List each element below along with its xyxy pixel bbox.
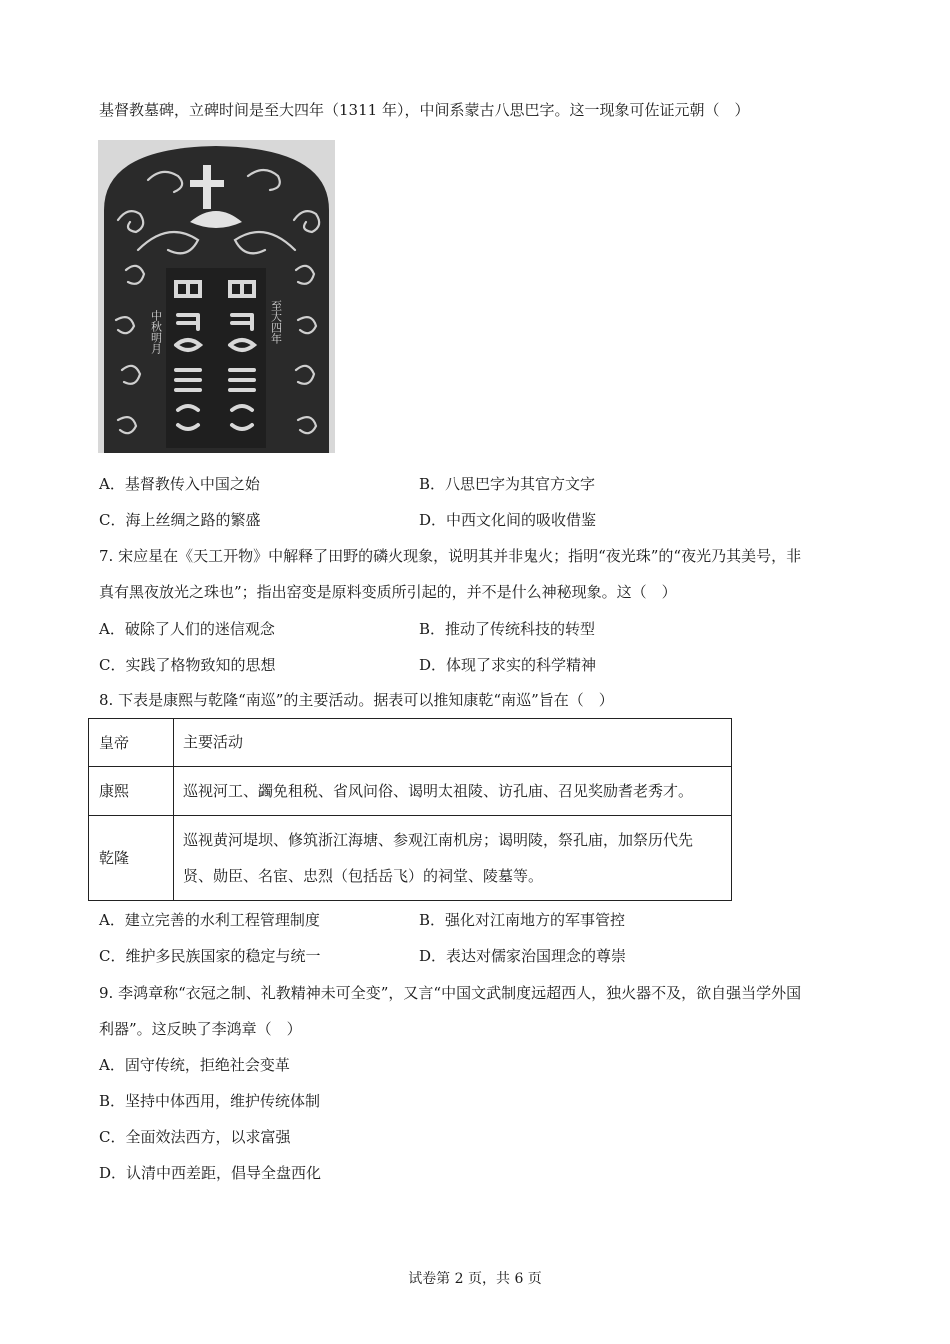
table-header-emperor: 皇帝 <box>89 719 174 767</box>
q6-option-b: B．八思巴字为其官方文字 <box>419 475 596 493</box>
q6-option-a: A．基督教传入中国之始 <box>99 475 260 493</box>
q9-stem-line-1: 9. 李鸿章称“衣冠之制、礼教精神未可全变”，又言“中国文武制度远超西人，独火器不及，欲自强当学外国 <box>99 984 802 1002</box>
q7-option-b: B．推动了传统科技的转型 <box>419 620 596 638</box>
table-row <box>89 766 732 815</box>
q6-stem: 基督教墓碑，立碑时间是至大四年（1311 年），中间系蒙古八思巴字。这一现象可佐证元朝（ ） <box>99 101 750 119</box>
table-cell-activity: 巡视河工、蠲免租税、省风问俗、谒明太祖陵、访孔庙、召见奖励耆老秀才。 <box>174 766 732 815</box>
q6-option-d: D．中西文化间的吸收借鉴 <box>419 511 597 529</box>
q7-stem-line-1: 7. 宋应星在《天工开物》中解释了田野的磷火现象，说明其并非鬼火；指明“夜光珠”的“夜光乃其美号，非 <box>99 547 802 565</box>
q9-option-d: D．认清中西差距，倡导全盘西化 <box>99 1164 322 1182</box>
table-cell-emperor: 康熙 <box>89 766 174 815</box>
table-cell-activity-line: 贤、勋臣、名宦、忠烈（包括岳飞）的祠堂、陵墓等。 <box>183 866 544 885</box>
q9-option-c: C．全面效法西方，以求富强 <box>99 1128 291 1146</box>
q6-option-c: C．海上丝绸之路的繁盛 <box>99 511 261 529</box>
q9-stem-line-2: 利器”。这反映了李鸿章（ ） <box>99 1020 302 1038</box>
q8-option-d: D．表达对儒家治国理念的尊崇 <box>419 947 627 965</box>
table-header-row <box>89 719 732 767</box>
q7-stem-line-2: 真有黑夜放光之珠也”；指出窑变是原料变质所引起的，并不是什么神秘现象。这（ ） <box>99 583 677 601</box>
q8-option-b: B．强化对江南地方的军事管控 <box>419 911 626 929</box>
stele-inscription-right: 至大四年 <box>269 300 283 344</box>
table-cell-activity-line: 巡视黄河堤坝、修筑浙江海塘、参观江南机房；谒明陵，祭孔庙，加祭历代先 <box>183 830 694 849</box>
q7-option-a: A．破除了人们的迷信观念 <box>99 620 275 638</box>
table-cell-activity <box>174 815 732 900</box>
q8-option-c: C．维护多民族国家的稳定与统一 <box>99 947 321 965</box>
stele-inscription-left: 中秋明月 <box>149 310 163 354</box>
table-row <box>89 815 732 900</box>
table-header-activities: 主要活动 <box>174 719 732 767</box>
q8-option-a: A．建立完善的水利工程管理制度 <box>99 911 320 929</box>
q8-stem: 8. 下表是康熙与乾隆“南巡”的主要活动。据表可以推知康乾“南巡”旨在（ ） <box>99 691 614 709</box>
q7-option-c: C．实践了格物致知的思想 <box>99 656 276 674</box>
table-cell-emperor: 乾隆 <box>89 815 174 900</box>
southern-tour-table <box>88 718 732 901</box>
page-footer: 试卷第 2 页，共 6 页 <box>408 1271 542 1287</box>
q9-option-b: B．坚持中体西用，维护传统体制 <box>99 1092 321 1110</box>
stele-rubbing-image <box>98 140 335 453</box>
q9-option-a: A．固守传统，拒绝社会变革 <box>99 1056 290 1074</box>
q7-option-d: D．体现了求实的科学精神 <box>419 656 597 674</box>
